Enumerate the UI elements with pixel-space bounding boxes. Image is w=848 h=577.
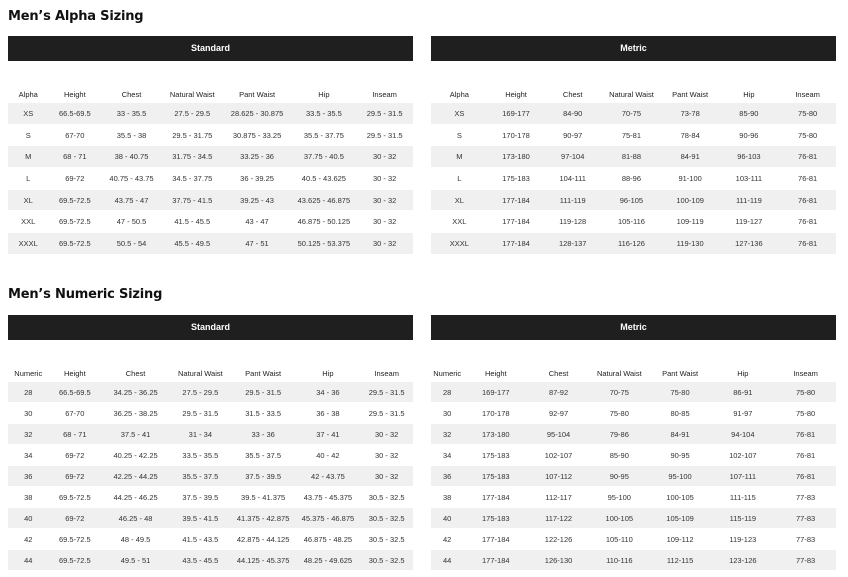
table-row (8, 211, 413, 233)
table-cell: 30 (8, 403, 49, 424)
table-cell: 81-88 (601, 146, 662, 168)
table-cell: XXL (431, 211, 488, 233)
table-cell: 32 (431, 424, 463, 445)
table-cell: 127-136 (719, 233, 780, 255)
table-cell: 119-123 (710, 529, 775, 550)
table-cell: 76-81 (779, 146, 836, 168)
numeric-standard-table-block (8, 315, 413, 571)
column-header: Chest (548, 369, 569, 378)
alpha-metric-table (431, 61, 836, 255)
table-cell: 96-103 (719, 146, 780, 168)
column-header: Hip (322, 369, 334, 378)
table-cell: 43.625 - 46.875 (291, 189, 356, 211)
column-header: Hip (743, 90, 755, 99)
table-cell: 48 - 49.5 (101, 529, 170, 550)
table-cell: 43.75 - 45.375 (296, 487, 361, 508)
table-cell: 41.375 - 42.875 (231, 508, 296, 529)
table-cell: 50.125 - 53.375 (291, 233, 356, 255)
column-header: Height (63, 90, 86, 99)
column-header: Height (63, 369, 86, 378)
table-cell: 69.5-72.5 (49, 189, 102, 211)
table-cell: 91-97 (710, 403, 775, 424)
table-cell: 76-81 (779, 168, 836, 190)
table-cell: 177-184 (488, 233, 545, 255)
table-cell: 84-91 (650, 424, 711, 445)
table-cell: 100-105 (650, 487, 711, 508)
table-cell: 37.5 - 41 (101, 424, 170, 445)
table-cell: 33.5 - 35.5 (170, 445, 231, 466)
table-cell: 123-126 (710, 550, 775, 571)
table-cell: 29.5 - 31.5 (356, 124, 413, 146)
table-cell: 75-81 (601, 124, 662, 146)
table-cell: 69-72 (49, 466, 102, 487)
table-cell: 33 - 36 (231, 424, 296, 445)
table-cell: 35.5 - 37.5 (170, 466, 231, 487)
table-cell: 29.5 - 31.5 (231, 382, 296, 403)
table-cell: M (8, 146, 49, 168)
table-cell: 66.5-69.5 (49, 103, 102, 124)
table-cell: 40.75 - 43.75 (101, 168, 162, 190)
table-cell: 37.5 - 39.5 (231, 466, 296, 487)
table-cell: 177-184 (463, 550, 528, 571)
table-cell: XXL (8, 211, 49, 233)
column-header: Natural Waist (177, 369, 223, 378)
column-header: Pant Waist (245, 369, 282, 378)
table-cell: 90-95 (589, 466, 650, 487)
table-cell: 76-81 (779, 211, 836, 233)
table-cell: 30.5 - 32.5 (360, 550, 413, 571)
column-header: Chest (121, 90, 142, 99)
column-header: Alpha (449, 90, 469, 99)
table-cell: 100-105 (589, 508, 650, 529)
table-cell: 36 (8, 466, 49, 487)
table-cell: 104-111 (544, 168, 601, 190)
table-cell: 33 - 35.5 (101, 103, 162, 124)
table-cell: 173-180 (463, 424, 528, 445)
table-cell: 39.25 - 43 (223, 189, 292, 211)
table-row (431, 424, 836, 445)
table-cell: 33.25 - 36 (223, 146, 292, 168)
table-cell: 31.5 - 33.5 (231, 403, 296, 424)
table-cell: 91-100 (662, 168, 719, 190)
table-cell: 31 - 34 (170, 424, 231, 445)
table-cell: 45.5 - 49.5 (162, 233, 223, 255)
table-cell: 36.25 - 38.25 (101, 403, 170, 424)
table-cell: 88-96 (601, 168, 662, 190)
table-row (431, 168, 836, 190)
numeric-sizing-title: Men’s Numeric Sizing (8, 287, 163, 302)
table-cell: 30.5 - 32.5 (360, 487, 413, 508)
table-row (8, 189, 413, 211)
table-cell: 95-100 (650, 466, 711, 487)
table-cell: 103-111 (719, 168, 780, 190)
table-cell: 30 - 32 (356, 211, 413, 233)
column-header: Height (484, 369, 507, 378)
table-cell: 48.25 - 49.625 (296, 550, 361, 571)
table-row (431, 508, 836, 529)
table-cell: 67-70 (49, 124, 102, 146)
table-cell: L (431, 168, 488, 190)
table-cell: 34 (431, 445, 463, 466)
table-cell: 96-105 (601, 189, 662, 211)
table-cell: 105-110 (589, 529, 650, 550)
table-cell: 38 (8, 487, 49, 508)
table-cell: 30 (431, 403, 463, 424)
table-cell: 90-95 (650, 445, 711, 466)
table-row (431, 466, 836, 487)
table-cell: 49.5 - 51 (101, 550, 170, 571)
table-cell: 30 - 32 (356, 146, 413, 168)
table-cell: 45.375 - 46.875 (296, 508, 361, 529)
table-cell: 70-75 (589, 382, 650, 403)
table-row (8, 529, 413, 550)
table-cell: 95-104 (528, 424, 589, 445)
column-header: Numeric (433, 369, 462, 378)
table-cell: 30 - 32 (356, 233, 413, 255)
table-cell: 177-184 (463, 529, 528, 550)
table-row (8, 550, 413, 571)
table-cell: 70-75 (601, 103, 662, 124)
table-cell: 117-122 (528, 508, 589, 529)
table-cell: 102-107 (710, 445, 775, 466)
table-cell: 44 (8, 550, 49, 571)
column-header: Hip (737, 369, 749, 378)
table-cell: 107-111 (710, 466, 775, 487)
table-row (431, 382, 836, 403)
table-cell: 30 - 32 (360, 424, 413, 445)
table-cell: 44.25 - 46.25 (101, 487, 170, 508)
table-cell: 44 (431, 550, 463, 571)
table-cell: 37 - 41 (296, 424, 361, 445)
column-header: Inseam (374, 369, 399, 378)
table-cell: 112-117 (528, 487, 589, 508)
table-row (431, 103, 836, 124)
table-cell: 102-107 (528, 445, 589, 466)
table-cell: 30.5 - 32.5 (360, 529, 413, 550)
table-cell: XS (431, 103, 488, 124)
numeric-metric-header: Metric (431, 315, 836, 340)
table-cell: 69.5-72.5 (49, 487, 102, 508)
table-cell: 29.5 - 31.5 (360, 382, 413, 403)
table-cell: 75-80 (775, 403, 836, 424)
table-cell: 116-126 (601, 233, 662, 255)
table-cell: 119-127 (719, 211, 780, 233)
table-cell: 69-72 (49, 168, 102, 190)
table-row (8, 424, 413, 445)
table-cell: 35.5 - 38 (101, 124, 162, 146)
table-cell: 47 - 51 (223, 233, 292, 255)
table-cell: XL (8, 189, 49, 211)
table-cell: 42 (8, 529, 49, 550)
table-cell: 169-177 (488, 103, 545, 124)
table-cell: 115-119 (710, 508, 775, 529)
numeric-metric-table-block (431, 315, 836, 571)
table-cell: 47 - 50.5 (101, 211, 162, 233)
alpha-metric-header: Metric (431, 36, 836, 61)
table-cell: 28 (431, 382, 463, 403)
table-cell: 34.25 - 36.25 (101, 382, 170, 403)
table-cell: 41.5 - 43.5 (170, 529, 231, 550)
table-cell: 177-184 (488, 211, 545, 233)
table-cell: 85-90 (719, 103, 780, 124)
numeric-standard-table (8, 340, 413, 571)
table-cell: XL (431, 189, 488, 211)
table-cell: 67-70 (49, 403, 102, 424)
table-cell: S (8, 124, 49, 146)
alpha-sizing-title: Men’s Alpha Sizing (8, 9, 144, 24)
table-cell: 30 - 32 (360, 466, 413, 487)
table-cell: 34 - 36 (296, 382, 361, 403)
table-row (8, 487, 413, 508)
table-row (431, 146, 836, 168)
table-cell: 28 (8, 382, 49, 403)
table-cell: 29.5 - 31.5 (170, 403, 231, 424)
table-cell: 37.75 - 41.5 (162, 189, 223, 211)
table-cell: 35.5 - 37.75 (291, 124, 356, 146)
table-cell: 43.5 - 45.5 (170, 550, 231, 571)
table-cell: 69.5-72.5 (49, 550, 102, 571)
table-cell: L (8, 168, 49, 190)
table-cell: 68 - 71 (49, 146, 102, 168)
table-cell: 112-115 (650, 550, 711, 571)
table-row (8, 382, 413, 403)
table-cell: 38 - 40.75 (101, 146, 162, 168)
table-cell: 111-119 (719, 189, 780, 211)
table-cell: 43.75 - 47 (101, 189, 162, 211)
table-cell: 34.5 - 37.75 (162, 168, 223, 190)
table-row (431, 550, 836, 571)
table-cell: 79-86 (589, 424, 650, 445)
table-cell: 46.875 - 48.25 (296, 529, 361, 550)
table-cell: 69.5-72.5 (49, 529, 102, 550)
column-header: Inseam (795, 90, 820, 99)
table-row (8, 508, 413, 529)
table-cell: 80-85 (650, 403, 711, 424)
table-cell: 122-126 (528, 529, 589, 550)
table-cell: 38 (431, 487, 463, 508)
table-row (431, 211, 836, 233)
table-cell: 50.5 - 54 (101, 233, 162, 255)
table-cell: 85-90 (589, 445, 650, 466)
table-cell: 69-72 (49, 445, 102, 466)
table-cell: 175-183 (463, 508, 528, 529)
table-cell: 33.5 - 35.5 (291, 103, 356, 124)
table-cell: 111-119 (544, 189, 601, 211)
table-cell: 42.875 - 44.125 (231, 529, 296, 550)
table-cell: XXXL (8, 233, 49, 255)
table-cell: 39.5 - 41.375 (231, 487, 296, 508)
table-cell: 73-78 (662, 103, 719, 124)
column-header: Chest (125, 369, 146, 378)
table-cell: 95-100 (589, 487, 650, 508)
table-row (431, 233, 836, 255)
table-cell: 31.75 - 34.5 (162, 146, 223, 168)
table-cell: 37.5 - 39.5 (170, 487, 231, 508)
table-cell: 34 (8, 445, 49, 466)
table-cell: 46.25 - 48 (101, 508, 170, 529)
table-cell: 105-109 (650, 508, 711, 529)
column-header: Inseam (793, 369, 818, 378)
table-cell: 92-97 (528, 403, 589, 424)
table-cell: 170-178 (488, 124, 545, 146)
table-cell: 42.25 - 44.25 (101, 466, 170, 487)
table-row (8, 124, 413, 146)
table-cell: 111-115 (710, 487, 775, 508)
alpha-metric-table-block (431, 36, 836, 255)
table-cell: 90-97 (544, 124, 601, 146)
table-row (431, 487, 836, 508)
table-cell: 35.5 - 37.5 (231, 445, 296, 466)
table-cell: 30.875 - 33.25 (223, 124, 292, 146)
table-row (8, 168, 413, 190)
table-cell: 29.5 - 31.5 (356, 103, 413, 124)
table-cell: 29.5 - 31.5 (360, 403, 413, 424)
table-cell: 109-112 (650, 529, 711, 550)
table-cell: 40.5 - 43.625 (291, 168, 356, 190)
table-cell: 126-130 (528, 550, 589, 571)
table-cell: 76-81 (779, 233, 836, 255)
table-cell: 175-183 (463, 466, 528, 487)
table-row (431, 124, 836, 146)
column-header: Hip (318, 90, 330, 99)
table-cell: 37.75 - 40.5 (291, 146, 356, 168)
table-cell: 75-80 (650, 382, 711, 403)
table-cell: 170-178 (463, 403, 528, 424)
table-row (431, 445, 836, 466)
table-cell: 75-80 (775, 382, 836, 403)
table-row (8, 233, 413, 255)
column-header: Pant Waist (239, 90, 276, 99)
column-header: Natural Waist (169, 90, 215, 99)
table-cell: 76-81 (775, 445, 836, 466)
table-cell: 36 (431, 466, 463, 487)
table-cell: 30.5 - 32.5 (360, 508, 413, 529)
table-cell: 77-83 (775, 550, 836, 571)
table-cell: 66.5-69.5 (49, 382, 102, 403)
table-cell: 36 - 39.25 (223, 168, 292, 190)
column-header: Pant Waist (672, 90, 709, 99)
table-cell: 177-184 (488, 189, 545, 211)
table-cell: 39.5 - 41.5 (170, 508, 231, 529)
table-cell: 105-116 (601, 211, 662, 233)
column-header: Inseam (372, 90, 397, 99)
column-header: Chest (562, 90, 583, 99)
table-cell: 40 (8, 508, 49, 529)
table-row (431, 529, 836, 550)
table-cell: 97-104 (544, 146, 601, 168)
table-cell: 119-128 (544, 211, 601, 233)
table-cell: 75-80 (779, 103, 836, 124)
table-cell: 43 - 47 (223, 211, 292, 233)
table-cell: 46.875 - 50.125 (291, 211, 356, 233)
table-cell: M (431, 146, 488, 168)
table-cell: 76-81 (775, 466, 836, 487)
table-cell: 27.5 - 29.5 (170, 382, 231, 403)
table-cell: 40 (431, 508, 463, 529)
table-row (8, 146, 413, 168)
column-header: Natural Waist (596, 369, 642, 378)
column-header: Pant Waist (662, 369, 699, 378)
table-cell: 69-72 (49, 508, 102, 529)
table-cell: 69.5-72.5 (49, 233, 102, 255)
alpha-standard-table (8, 61, 413, 255)
alpha-standard-header: Standard (8, 36, 413, 61)
table-cell: 42 - 43.75 (296, 466, 361, 487)
table-cell: 76-81 (779, 189, 836, 211)
table-cell: 68 - 71 (49, 424, 102, 445)
table-row (8, 403, 413, 424)
table-cell: 128-137 (544, 233, 601, 255)
table-cell: 87-92 (528, 382, 589, 403)
table-cell: 169-177 (463, 382, 528, 403)
table-row (8, 466, 413, 487)
table-cell: 76-81 (775, 424, 836, 445)
table-cell: 42 (431, 529, 463, 550)
table-cell: XXXL (431, 233, 488, 255)
table-cell: 94-104 (710, 424, 775, 445)
table-cell: 84-90 (544, 103, 601, 124)
table-cell: 119-130 (662, 233, 719, 255)
table-cell: 27.5 - 29.5 (162, 103, 223, 124)
table-cell: 41.5 - 45.5 (162, 211, 223, 233)
table-cell: XS (8, 103, 49, 124)
column-header: Numeric (14, 369, 43, 378)
table-row (431, 403, 836, 424)
table-row (431, 189, 836, 211)
table-cell: 44.125 - 45.375 (231, 550, 296, 571)
table-cell: 36 - 38 (296, 403, 361, 424)
table-cell: 77-83 (775, 508, 836, 529)
table-cell: 77-83 (775, 487, 836, 508)
table-cell: 69.5-72.5 (49, 211, 102, 233)
table-cell: 175-183 (463, 445, 528, 466)
table-cell: S (431, 124, 488, 146)
table-cell: 100-109 (662, 189, 719, 211)
table-cell: 109-119 (662, 211, 719, 233)
table-cell: 32 (8, 424, 49, 445)
table-cell: 107-112 (528, 466, 589, 487)
table-cell: 28.625 - 30.875 (223, 103, 292, 124)
table-cell: 90-96 (719, 124, 780, 146)
table-cell: 84-91 (662, 146, 719, 168)
table-cell: 173-180 (488, 146, 545, 168)
table-cell: 75-80 (589, 403, 650, 424)
numeric-metric-table (431, 340, 836, 571)
table-cell: 78-84 (662, 124, 719, 146)
table-cell: 40 - 42 (296, 445, 361, 466)
table-row (8, 445, 413, 466)
column-header: Alpha (18, 90, 38, 99)
table-row (8, 103, 413, 124)
table-cell: 30 - 32 (360, 445, 413, 466)
table-cell: 40.25 - 42.25 (101, 445, 170, 466)
numeric-standard-header: Standard (8, 315, 413, 340)
table-cell: 110-116 (589, 550, 650, 571)
table-cell: 30 - 32 (356, 189, 413, 211)
table-cell: 175-183 (488, 168, 545, 190)
column-header: Natural Waist (609, 90, 654, 99)
column-header: Height (505, 90, 527, 99)
table-cell: 29.5 - 31.75 (162, 124, 223, 146)
alpha-standard-table-block (8, 36, 413, 255)
table-cell: 30 - 32 (356, 168, 413, 190)
table-cell: 86-91 (710, 382, 775, 403)
table-cell: 77-83 (775, 529, 836, 550)
table-cell: 177-184 (463, 487, 528, 508)
table-cell: 75-80 (779, 124, 836, 146)
